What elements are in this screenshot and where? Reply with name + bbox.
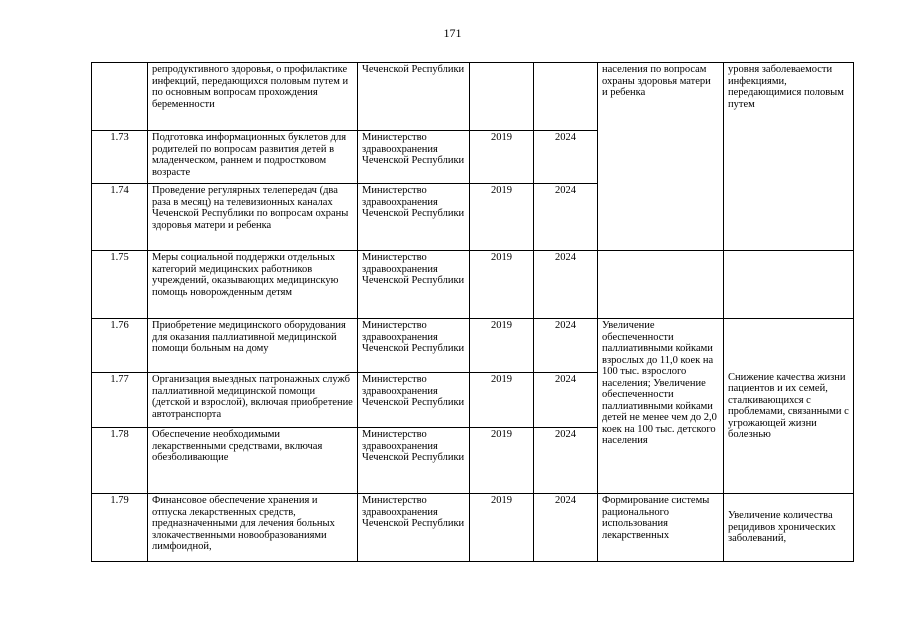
- start-year: [470, 63, 534, 131]
- table-row: [92, 63, 854, 131]
- action-cell: Подготовка информационных буклетов для родителей по вопросам развития детей в младенческом, раннем и подростковом возрасте: [148, 131, 358, 184]
- row-number: 1.77: [92, 373, 148, 428]
- result-cell: населения по вопросам охраны здоровья матери и ребенка: [598, 63, 724, 251]
- table-row: [92, 251, 854, 319]
- end-year: 2024: [534, 251, 598, 319]
- action-cell: Организация выездных патронажных служб паллиативной медицинской помощи (детской и взрослой), включая приобретение автотранспорта: [148, 373, 358, 428]
- row-number: 1.78: [92, 428, 148, 494]
- executor-cell: Министерство здравоохранения Чеченской Республики: [358, 184, 470, 251]
- action-cell: Проведение регулярных телепередач (два раза в месяц) на телевизионных каналах Чеченской Республики по вопросам охраны здоровья матери и ребенка: [148, 184, 358, 251]
- executor-cell: Министерство здравоохранения Чеченской Республики: [358, 373, 470, 428]
- executor-cell: Чеченской Республики: [358, 63, 470, 131]
- start-year: 2019: [470, 184, 534, 251]
- start-year: 2019: [470, 494, 534, 562]
- end-year: 2024: [534, 319, 598, 373]
- executor-cell: Министерство здравоохранения Чеченской Республики: [358, 251, 470, 319]
- action-cell: Меры социальной поддержки отдельных категорий медицинских работников учреждений, оказывающих медицинскую помощь новорожденным детям: [148, 251, 358, 319]
- row-number: 1.75: [92, 251, 148, 319]
- action-cell: Обеспечение необходимыми лекарственными средствами, включая обезболивающие: [148, 428, 358, 494]
- effect-cell: уровня заболеваемости инфекциями, передающимися половым путем: [724, 63, 854, 251]
- result-cell-empty: [598, 251, 724, 319]
- plan-table: [91, 62, 854, 562]
- row-number: 1.73: [92, 131, 148, 184]
- executor-cell: Министерство здравоохранения Чеченской Республики: [358, 428, 470, 494]
- page-number: 171: [443, 26, 462, 40]
- end-year: 2024: [534, 428, 598, 494]
- row-number: 1.74: [92, 184, 148, 251]
- action-cell: репродуктивного здоровья, о профилактике инфекций, передающихся половым путем и по основным вопросам прохождения беременности: [148, 63, 358, 131]
- row-number: [92, 63, 148, 131]
- row-number: 1.79: [92, 494, 148, 562]
- end-year: 2024: [534, 494, 598, 562]
- row-number: 1.76: [92, 319, 148, 373]
- executor-cell: Министерство здравоохранения Чеченской Республики: [358, 494, 470, 562]
- effect-cell: Снижение качества жизни пациентов и их семей, сталкивающихся с проблемами, связанными с угрожающей жизни болезнью: [724, 319, 854, 494]
- table-row: [92, 319, 854, 373]
- executor-cell: Министерство здравоохранения Чеченской Республики: [358, 131, 470, 184]
- executor-cell: Министерство здравоохранения Чеченской Республики: [358, 319, 470, 373]
- start-year: 2019: [470, 373, 534, 428]
- end-year: [534, 63, 598, 131]
- result-cell: Формирование системы рационального использования лекарственных: [598, 494, 724, 562]
- start-year: 2019: [470, 428, 534, 494]
- end-year: 2024: [534, 373, 598, 428]
- start-year: 2019: [470, 251, 534, 319]
- action-cell: Приобретение медицинского оборудования для оказания паллиативной медицинской помощи больным на дому: [148, 319, 358, 373]
- start-year: 2019: [470, 131, 534, 184]
- effect-cell-empty: [724, 251, 854, 319]
- end-year: 2024: [534, 184, 598, 251]
- start-year: 2019: [470, 319, 534, 373]
- end-year: 2024: [534, 131, 598, 184]
- action-cell: Финансовое обеспечение хранения и отпуска лекарственных средств, предназначенными для лечения больных злокачественными новообразованиями лимфоидной,: [148, 494, 358, 562]
- table-row: [92, 494, 854, 562]
- result-cell: Увеличение обеспеченности паллиативными койками взрослых до 11,0 коек на 100 тыс. взрослого населения; Увеличение обеспеченности паллиативными койками детей не менее чем до 2,0 коек на 100 тыс. детского населения: [598, 319, 724, 494]
- effect-cell: Увеличение количества рецидивов хронических заболеваний,: [724, 494, 854, 562]
